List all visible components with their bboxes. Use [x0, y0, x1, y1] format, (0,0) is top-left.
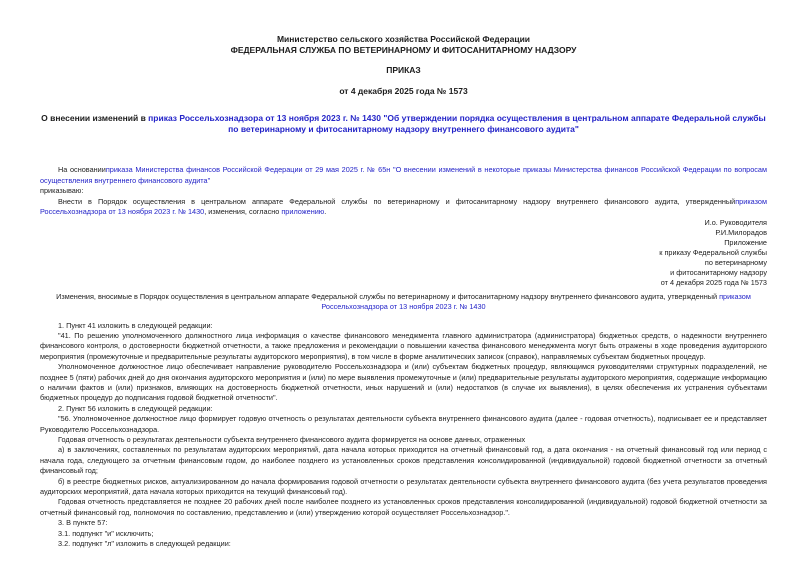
annex-header-line: и фитосанитарному надзору [670, 267, 767, 277]
document-body [40, 321, 767, 550]
instruction-end-text: . [324, 207, 327, 216]
basis-text: На основании [58, 165, 106, 174]
decree-word: приказываю: [40, 186, 84, 195]
body-paragraph: Годовая отчетность представляется не позднее 20 рабочих дней после наиболее позднего из установленных сроков представления консолидированной (индивидуальной) годовой бюджетной отчетности за отчетный финансовый год, полномочия по составлению, представлению и (или) утверждению которой осуществляет Россельхознадзор.". [40, 497, 767, 517]
body-paragraph: 3.1. подпункт "и" исключить; [58, 528, 154, 538]
annex-title-text: Изменения, вносимые в Порядок осуществления в центральном аппарате Федеральной службы по ветеринарному и фитосанитарному надзору внутреннего финансового аудита, утвержденный [56, 291, 720, 301]
body-paragraph: 3. В пункте 57: [58, 518, 108, 528]
body-paragraph: "41. По решению уполномоченного должностного лица информация о качестве финансового менеджмента главного администратора (администратора) бюджетных средств, о надежности внутреннего финансового контроля, о достоверности бюджетной отчетности, а также предложения и рекомендации о повышении качества финансового менеджмента могут быть отражены в ходе проведения аудиторского мероприятия (промежуточные и предварительные результаты аудиторского мероприятия), в том числе в форме аналитических записок (справок), направляемых субъектам бюджетных процедур. [40, 330, 767, 361]
instruction-text: Внести в Порядок осуществления в центральном аппарате Федеральной службы по ветеринарному и фитосанитарному надзору внутреннего финансового аудита, утвержденный [58, 196, 736, 206]
preamble [40, 165, 767, 218]
doc-type-line: ПРИКАЗ [386, 65, 421, 75]
body-paragraph: 1. Пункт 41 изложить в следующей редакции: [58, 320, 213, 330]
body-paragraph: Уполномоченное должностное лицо обеспечивает направление руководителю Россельхознадзора и (или) субъектам бюджетных процедур, являющимся руководителями структурных подразделений, не позднее 5 (пяти) рабочих дней до дня окончания аудиторского мероприятия и (или) по мере выявления промежуточные и (или) предварительные результаты аудиторского мероприятия, содержащие информацию о наличии фактов и (или) признаков, влияющих на достоверность бюджетной отчетности, иных нарушений и (или) недостатков (в случае их выявления), в целях обеспечения их устранения субъектами бюджетных процедур до подписания годовой бюджетной отчетности". [40, 362, 767, 403]
signer-name: Р.И.Милорадов [715, 227, 767, 237]
ministry-line: Министерство сельского хозяйства Российской Федерации [276, 34, 531, 44]
annex-header [40, 238, 767, 288]
instruction-mid-text: , изменения, согласно [204, 207, 282, 216]
annex-header-line: по ветеринарному [704, 257, 767, 267]
annex-title [40, 292, 767, 313]
annex-title-order-link[interactable]: приказом Россельхознадзора от 13 ноября 2023 г. № 1430 [321, 291, 751, 311]
annex-header-line: Приложение [724, 237, 767, 247]
instruction-order-link[interactable]: приказом Россельхознадзора от 13 ноября 2023 г. № 1430 [40, 196, 767, 216]
body-paragraph: 2. Пункт 56 изложить в следующей редакции: [58, 403, 213, 413]
annex-link[interactable]: приложению [281, 207, 325, 216]
basis-order-link[interactable]: приказа Министерства финансов Российской Федерации от 29 мая 2025 г. № 65н "О внесении изменений в некоторые приказы Министерства финансов Российской Федерации по вопросам осуществления внутреннего финансового аудита" [40, 165, 767, 185]
document-title [40, 113, 767, 135]
annex-header-line: от 4 декабря 2025 года № 1573 [660, 277, 767, 287]
body-paragraph: Годовая отчетность о результатах деятельности субъекта внутреннего финансового аудита формируется на основе данных, отраженных [58, 434, 526, 444]
body-paragraph: б) в реестре бюджетных рисков, актуализированном до начала формирования годовой отчетности о результатах деятельности субъекта внутреннего финансового аудита (без учета результатов проведения аудиторских мероприятий, дата начала которых приходится на текущий финансовый год). [40, 476, 767, 496]
annex-header-line: к приказу Федеральной службы [659, 247, 767, 257]
title-order-link[interactable]: приказ Россельхознадзора от 13 ноября 2023 г. № 1430 "Об утверждении порядка осуществления в центральном аппарате Федеральной службы по ветеринарному и фитосанитарному надзору внутреннего финансового аудита" [148, 113, 766, 134]
body-paragraph: а) в заключениях, составленных по результатам аудиторских мероприятий, дата начала которых приходится на отчетный финансовый год, а дата окончания - на отчетный финансовый год или период с начала года, следующего за отчетным финансовым годом, до наиболее позднего из установленных сроков представления консолидированной (индивидуальной) годовой бюджетной отчетности за отчетный финансовый год; [40, 445, 767, 476]
document-header [40, 34, 767, 96]
basis-paragraph [40, 165, 767, 186]
doc-date-line: от 4 декабря 2025 года № 1573 [339, 85, 468, 96]
signature-block [40, 218, 767, 238]
service-line: ФЕДЕРАЛЬНАЯ СЛУЖБА ПО ВЕТЕРИНАРНОМУ И ФИТОСАНИТАРНОМУ НАДЗОРУ [230, 44, 577, 55]
body-paragraph: "56. Уполномоченное должностное лицо формирует годовую отчетность о результатах деятельности субъекта внутреннего финансового аудита (далее - годовая отчетность), подписывает ее и представляет Руководителю Россельхознадзора. [40, 414, 767, 434]
instruction-paragraph [40, 197, 767, 218]
body-paragraph: 3.2. подпункт "л" изложить в следующей редакции: [58, 539, 231, 549]
title-text: О внесении изменений в [41, 113, 149, 123]
signer-position: И.о. Руководителя [704, 217, 767, 227]
